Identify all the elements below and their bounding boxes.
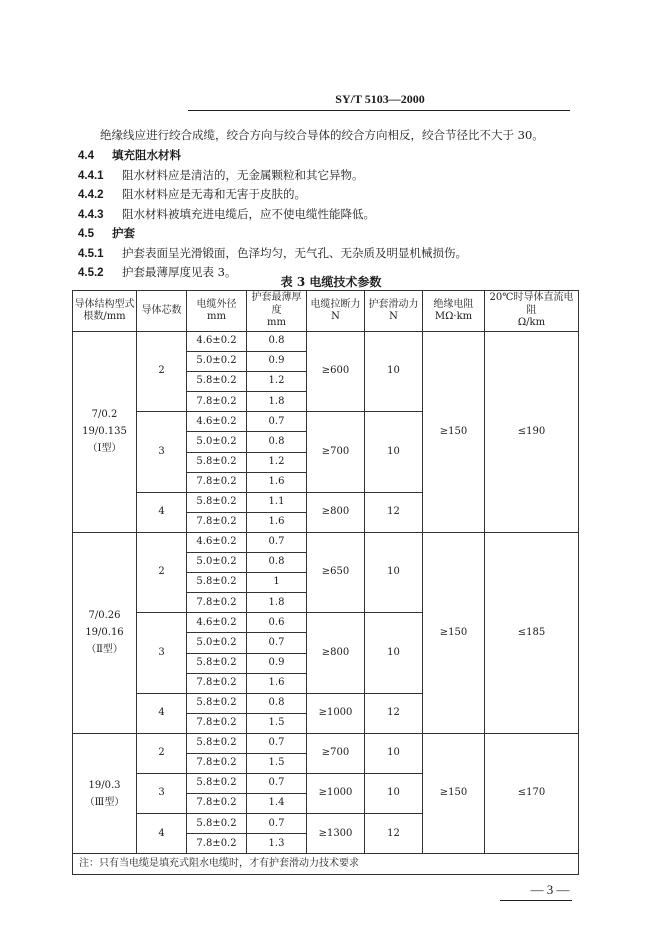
- core-count-cell: 2: [137, 332, 187, 412]
- page-number: — 3 —: [530, 882, 570, 897]
- core-count-cell: 2: [137, 733, 187, 773]
- diameter-cell: 5.0±0.2: [187, 553, 247, 573]
- cable-parameters-table: [72, 290, 579, 875]
- thickness-cell: 0.7: [247, 532, 307, 552]
- table-row: [73, 332, 579, 352]
- diameter-cell: 4.6±0.2: [187, 332, 247, 352]
- slide-force-cell: 12: [365, 693, 423, 733]
- slide-force-cell: 12: [365, 492, 423, 532]
- insulation-cell: ≥150: [423, 332, 485, 533]
- tensile-cell: ≥650: [307, 532, 365, 612]
- diameter-cell: 7.8±0.2: [187, 713, 247, 733]
- clause-number: 4.5.2: [78, 267, 104, 279]
- clause-4-5-1: [78, 245, 467, 261]
- thickness-cell: 1.4: [247, 794, 307, 814]
- section-number: 4.5: [78, 228, 94, 240]
- header-sheath-slide-force: 护套滑动力 N: [365, 291, 423, 332]
- resistance-cell: ≤170: [485, 733, 579, 854]
- clause-text: 阻水材料应是无毒和无害于皮肤的。: [122, 187, 306, 201]
- table-row: [73, 532, 579, 552]
- clause-4-4-2: [78, 186, 306, 202]
- table-note-row: [73, 854, 579, 875]
- core-count-cell: 4: [137, 492, 187, 532]
- core-count-cell: 3: [137, 412, 187, 492]
- thickness-cell: 0.8: [247, 693, 307, 713]
- document-code-header: SY/T 5103—2000: [335, 92, 425, 106]
- diameter-cell: 7.8±0.2: [187, 673, 247, 693]
- clause-text: 护套最薄厚度见表 3。: [122, 265, 237, 279]
- table-header-row: [73, 291, 579, 332]
- table-row: [73, 733, 579, 753]
- clause-number: 4.5.1: [78, 248, 104, 260]
- thickness-cell: 1.6: [247, 512, 307, 532]
- thickness-cell: 0.7: [247, 774, 307, 794]
- table-title: 表 3 电缆技术参数: [280, 275, 382, 289]
- diameter-cell: 5.0±0.2: [187, 432, 247, 452]
- header-rule: [188, 110, 570, 111]
- thickness-cell: 1.2: [247, 452, 307, 472]
- thickness-cell: 1.1: [247, 492, 307, 512]
- diameter-cell: 7.8±0.2: [187, 834, 247, 854]
- slide-force-cell: 10: [365, 332, 423, 412]
- clause-number: 4.4.2: [78, 189, 104, 201]
- diameter-cell: 7.8±0.2: [187, 593, 247, 613]
- core-count-cell: 3: [137, 774, 187, 814]
- resistance-cell: ≤185: [485, 532, 579, 733]
- core-count-cell: 4: [137, 693, 187, 733]
- slide-force-cell: 10: [365, 733, 423, 773]
- header-core-count: 导体芯数: [137, 291, 187, 332]
- clause-text: 阻水材料被填充进电缆后，应不使电缆性能降低。: [122, 207, 375, 221]
- clause-text: 阻水材料应是清洁的，无金属颗粒和其它异物。: [122, 168, 364, 182]
- thickness-cell: 1.2: [247, 372, 307, 392]
- diameter-cell: 7.8±0.2: [187, 472, 247, 492]
- slide-force-cell: 10: [365, 412, 423, 492]
- slide-force-cell: 10: [365, 532, 423, 612]
- core-count-cell: 2: [137, 532, 187, 612]
- header-conductor-structure: 导体结构型式 根数/mm: [73, 291, 137, 332]
- thickness-cell: 0.9: [247, 653, 307, 673]
- diameter-cell: 5.8±0.2: [187, 452, 247, 472]
- diameter-cell: 5.0±0.2: [187, 633, 247, 653]
- section-4-4: [78, 147, 181, 163]
- header-tensile-force: 电缆拉断力 N: [307, 291, 365, 332]
- clause-number: 4.4.1: [78, 170, 104, 182]
- diameter-cell: 4.6±0.2: [187, 532, 247, 552]
- diameter-cell: 5.8±0.2: [187, 573, 247, 593]
- clause-text: 护套表面呈光滑锻面，色泽均匀，无气孔、无杂质及明显机械损伤。: [122, 246, 467, 260]
- diameter-cell: 7.8±0.2: [187, 392, 247, 412]
- section-title: 护套: [112, 226, 135, 240]
- tensile-cell: ≥700: [307, 733, 365, 773]
- tensile-cell: ≥1300: [307, 814, 365, 854]
- diameter-cell: 5.8±0.2: [187, 653, 247, 673]
- thickness-cell: 0.8: [247, 553, 307, 573]
- insulation-cell: ≥150: [423, 532, 485, 733]
- thickness-cell: 1: [247, 573, 307, 593]
- thickness-cell: 0.8: [247, 432, 307, 452]
- thickness-cell: 1.6: [247, 673, 307, 693]
- thickness-cell: 0.7: [247, 412, 307, 432]
- diameter-cell: 7.8±0.2: [187, 794, 247, 814]
- header-cable-diameter: 电缆外径 mm: [187, 291, 247, 332]
- section-title: 填充阻水材料: [112, 148, 181, 162]
- clause-number: 4.4.3: [78, 209, 104, 221]
- diameter-cell: 5.8±0.2: [187, 693, 247, 713]
- diameter-cell: 7.8±0.2: [187, 753, 247, 773]
- diameter-cell: 5.0±0.2: [187, 352, 247, 372]
- section-4-5: [78, 225, 135, 241]
- core-count-cell: 3: [137, 613, 187, 693]
- diameter-cell: 4.6±0.2: [187, 412, 247, 432]
- slide-force-cell: 12: [365, 814, 423, 854]
- thickness-cell: 0.9: [247, 352, 307, 372]
- core-count-cell: 4: [137, 814, 187, 854]
- diameter-cell: 5.8±0.2: [187, 814, 247, 834]
- paragraph-cabling: [100, 127, 544, 143]
- thickness-cell: 1.3: [247, 834, 307, 854]
- thickness-cell: 1.6: [247, 472, 307, 492]
- thickness-cell: 0.7: [247, 814, 307, 834]
- resistance-cell: ≤190: [485, 332, 579, 533]
- tensile-cell: ≥800: [307, 613, 365, 693]
- clause-4-4-3: [78, 206, 375, 222]
- tensile-cell: ≥1000: [307, 693, 365, 733]
- thickness-cell: 1.8: [247, 392, 307, 412]
- tensile-cell: ≥800: [307, 492, 365, 532]
- slide-force-cell: 10: [365, 774, 423, 814]
- thickness-cell: 1.8: [247, 593, 307, 613]
- diameter-cell: 5.8±0.2: [187, 733, 247, 753]
- header-insulation-resistance: 绝缘电阻 MΩ·km: [423, 291, 485, 332]
- structure-cell: 19/0.3 （Ⅲ型）: [73, 733, 137, 854]
- diameter-cell: 5.8±0.2: [187, 372, 247, 392]
- structure-cell: 7/0.26 19/0.16 （Ⅱ型）: [73, 532, 137, 733]
- clause-4-4-1: [78, 167, 364, 183]
- tensile-cell: ≥700: [307, 412, 365, 492]
- table-note: 注：只有当电缆是填充式阻水电缆时，才有护套滑动力技术要求: [73, 854, 579, 875]
- thickness-cell: 0.7: [247, 733, 307, 753]
- diameter-cell: 4.6±0.2: [187, 613, 247, 633]
- header-dc-resistance: 20℃时导体直流电阻 Ω/km: [485, 291, 579, 332]
- insulation-cell: ≥150: [423, 733, 485, 854]
- tensile-cell: ≥1000: [307, 774, 365, 814]
- section-number: 4.4: [78, 150, 94, 162]
- header-sheath-thickness: 护套最薄厚度 mm: [247, 291, 307, 332]
- structure-cell: 7/0.2 19/0.135 （Ⅰ型）: [73, 332, 137, 533]
- thickness-cell: 0.6: [247, 613, 307, 633]
- diameter-cell: 5.8±0.2: [187, 774, 247, 794]
- diameter-cell: 5.8±0.2: [187, 492, 247, 512]
- thickness-cell: 1.5: [247, 753, 307, 773]
- slide-force-cell: 10: [365, 613, 423, 693]
- thickness-cell: 1.5: [247, 713, 307, 733]
- diameter-cell: 7.8±0.2: [187, 512, 247, 532]
- thickness-cell: 0.8: [247, 332, 307, 352]
- thickness-cell: 0.7: [247, 633, 307, 653]
- paragraph-text: 绝缘线应进行绞合成缆，绞合方向与绞合导体的绞合方向相反，绞合节径比不大于 30。: [100, 128, 544, 142]
- footer-rule: [500, 900, 572, 901]
- tensile-cell: ≥600: [307, 332, 365, 412]
